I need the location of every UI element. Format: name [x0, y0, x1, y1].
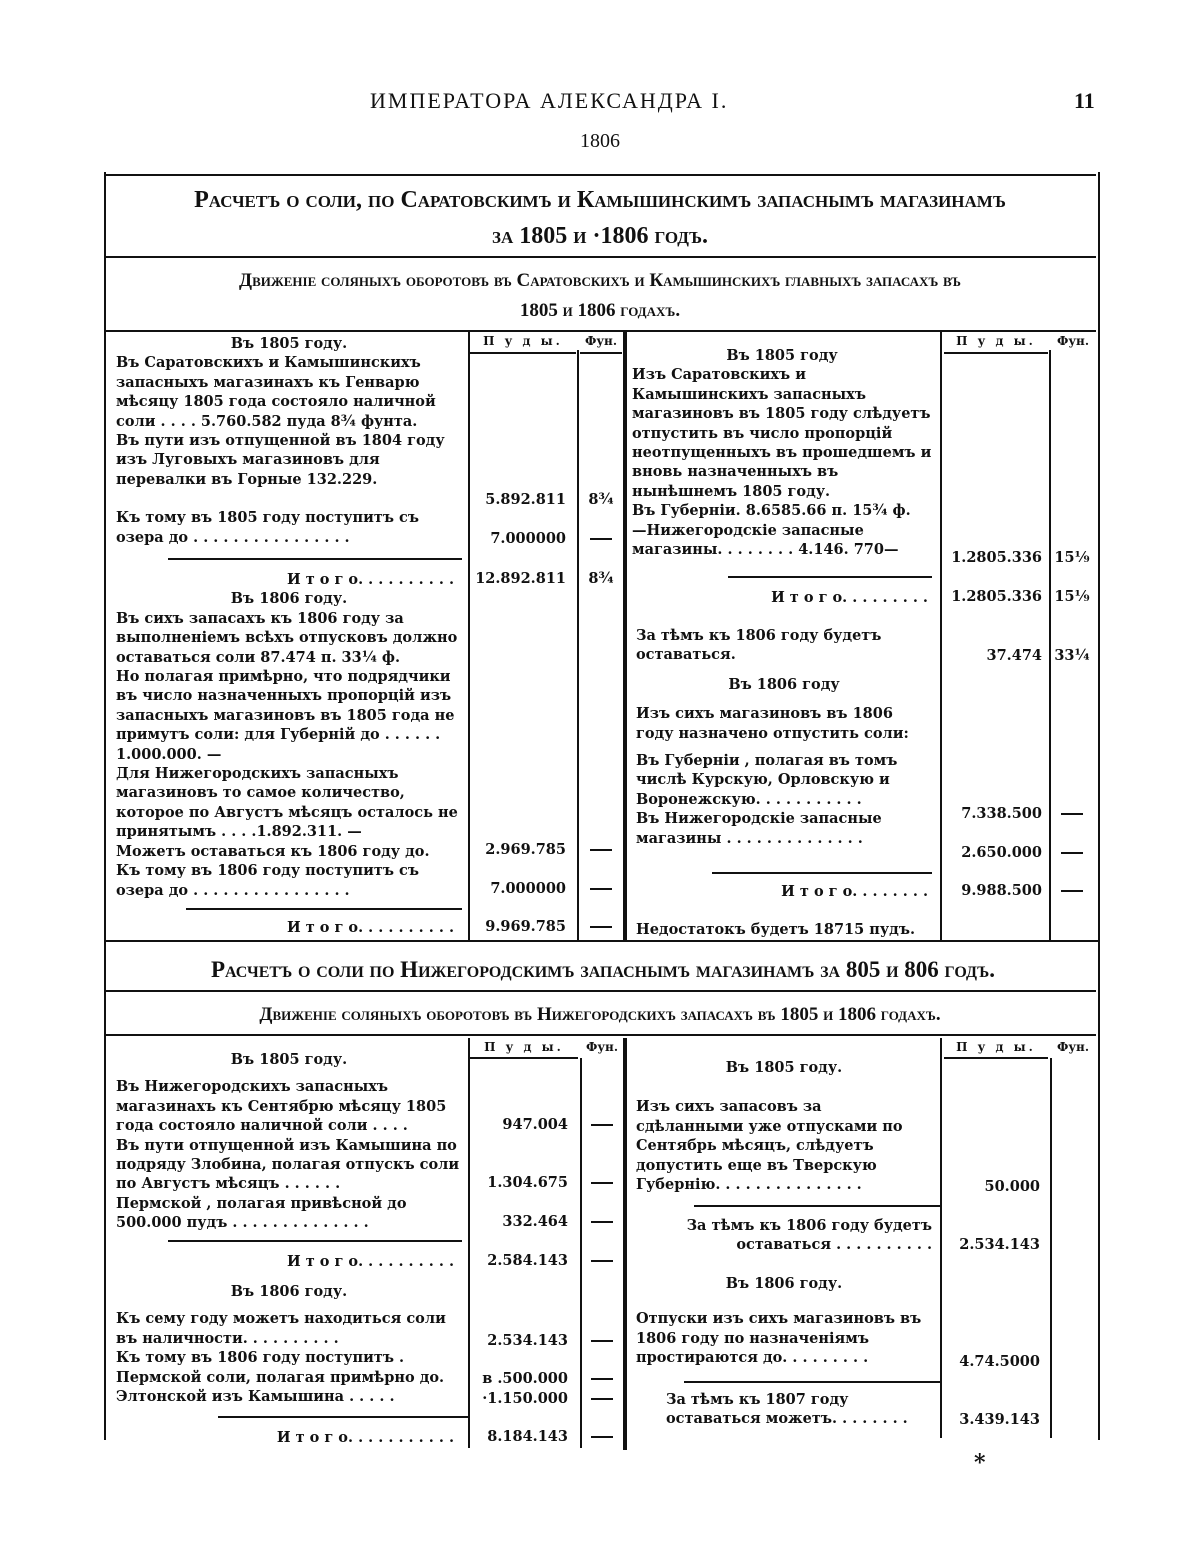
signature-mark: *	[974, 1450, 986, 1476]
total-label: И т о г о. . . . . . . . . .	[286, 1253, 454, 1270]
entry-text: Можетъ оставаться къ 1806 году до.	[116, 842, 430, 860]
column-rule	[1050, 1058, 1052, 1438]
divider	[218, 1416, 468, 1418]
divider	[106, 174, 1096, 176]
dash	[1052, 882, 1092, 899]
divider	[168, 558, 462, 560]
value-puds: 2.650.000	[961, 844, 1042, 861]
total-label: И т о г о. . . . . . . . . .	[286, 571, 454, 588]
column-rule	[577, 350, 579, 940]
total-puds: 9.988.500	[961, 882, 1042, 899]
column-header-fun: Фун.	[584, 334, 618, 348]
entry-text: Изъ сихъ магазиновъ въ 1806 году назначено отпустить соли:	[636, 705, 909, 742]
divider	[106, 330, 1096, 332]
value-fun: 15⅑	[1054, 549, 1090, 566]
value-puds: 947.004	[502, 1116, 568, 1133]
divider	[712, 872, 932, 874]
value-puds: 37.474	[986, 647, 1042, 664]
divider	[106, 1034, 1096, 1036]
divider	[470, 352, 576, 354]
value-puds: 7.338.500	[961, 805, 1042, 822]
divider	[944, 1057, 1048, 1059]
dash	[580, 880, 622, 897]
section1-right-text	[632, 346, 932, 559]
year-heading-1805: Въ 1805 году.	[230, 1051, 348, 1068]
column-rule	[623, 332, 627, 940]
column-header-puds: П у д ы.	[483, 334, 563, 348]
year-heading-1806: Въ 1806 году	[728, 675, 840, 693]
column-header-puds: П у д ы.	[484, 1040, 564, 1054]
entry-text: За тѣмъ къ 1807 году оставаться можетъ. . . . . . . .	[666, 1391, 908, 1428]
value-puds: ·1.150.000	[482, 1390, 568, 1407]
value-puds: 332.464	[502, 1213, 568, 1230]
value-puds: 2.969.785	[485, 841, 566, 858]
column-rule	[940, 1038, 942, 1438]
column-header-fun: Фун.	[585, 1040, 619, 1054]
entry-text: Для Нижегородскихъ запасныхъ магазиновъ то самое количество, которое по Августъ мѣсяцъ осталось не принятымъ . . . .1.892.311. —	[116, 765, 458, 841]
entry-text: Къ сему году можетъ находиться соли въ наличности. . . . . . . . . .	[116, 1310, 446, 1347]
section2-title: Расчетъ о соли по Нижегородскимъ запаснымъ магазинамъ за 805 и 806 годъ.	[210, 957, 995, 982]
entry-text: Въ Саратовскихъ и Камышинскихъ запасныхъ магазинахъ къ Генварю мѣсяцу 1805 года состояло наличной соли . . . . 5.760.582 пуда 8¾ фунта.	[116, 354, 436, 430]
dash	[582, 1174, 622, 1191]
total-label: И т о г о. . . . . . . . . .	[286, 919, 454, 936]
total-label: И т о г о. . . . . . . . .	[771, 589, 928, 606]
total-puds: 2.584.143	[487, 1252, 568, 1269]
section1-subtitle	[110, 266, 1090, 326]
column-header-fun: Фун.	[1056, 334, 1090, 348]
value-puds: в .500.000	[482, 1370, 568, 1387]
year-heading-1805: Въ 1805 году.	[230, 335, 348, 352]
dash	[582, 1116, 622, 1133]
value-puds: 2.534.143	[959, 1236, 1040, 1253]
section1-left-text	[116, 334, 462, 547]
entry-text: Недостатокъ будетъ 18715 пудъ.	[636, 921, 915, 938]
section1-title-line1: Расчетъ о соли, по Саратовскимъ и Камышинскимъ запаснымъ магазинамъ	[194, 187, 1006, 213]
running-title: ИМПЕРАТОРА АЛЕКСАНДРА I.	[370, 88, 729, 113]
dash	[582, 1332, 622, 1349]
column-rule	[623, 1038, 627, 1450]
column-header-puds: П у д ы.	[956, 1040, 1036, 1054]
entry-text: Изъ Саратовскихъ и Камышинскихъ запасныхъ магазиновъ въ 1805 году слѣдуетъ отпустить въ число пропорцій неотпущенныхъ въ прошедшемъ и вновь назначенныхъ въ нынѣшнемъ 1805 году.	[632, 366, 932, 500]
entry-text: Въ пути отпущенной изъ Камышина по подряду Злобина, полагая отпускъ соли по Августъ мѣсяцъ . . . . . .	[116, 1136, 460, 1193]
column-header-fun: Фун.	[1056, 1040, 1090, 1054]
section1-subtitle-line1: Движеніе соляныхъ оборотовъ въ Саратовскихъ и Камышинскихъ главныхъ запасахъ въ	[239, 270, 961, 291]
column-rule	[940, 332, 942, 940]
section2-left-text-2	[116, 1282, 462, 1406]
value-fun: 8¾	[588, 491, 614, 508]
value-fun: 33¼	[1054, 647, 1090, 664]
divider	[728, 576, 932, 578]
column-rule	[1049, 350, 1051, 940]
dash	[580, 918, 622, 935]
section2-left-text	[116, 1050, 462, 1233]
dash	[582, 1213, 622, 1230]
entry-text: Въ сихъ запасахъ къ 1806 году за выполненіемъ всѣхъ отпусковъ должно оставаться соли 87.474 п. 33¼ ф.	[116, 609, 458, 666]
divider	[106, 256, 1096, 258]
total-label: И т о г о. . . . . . . .	[781, 883, 928, 900]
entry-text: За тѣмъ къ 1806 году будетъ оставаться . . . . . . . . . .	[686, 1217, 932, 1254]
entry-text: Изъ сихъ запасовъ за сдѣланными уже отпусками по Сентябрь мѣсяцъ, слѣдуетъ допустить еще въ Тверскую Губернію. . . . . . . . . . . . . . .	[636, 1098, 903, 1194]
entry-text: —Нижегородскіе запасные магазины. . . . . . . . 4.146. 770—	[632, 521, 899, 559]
section2-right-text	[636, 1058, 932, 1194]
entry-text: Пермской , полагая привѣсной до 500.000 пудъ . . . . . . . . . . . . . .	[116, 1194, 407, 1232]
year-heading-1806: Въ 1806 году.	[230, 590, 348, 608]
total-puds: 12.892.811	[475, 570, 566, 587]
divider	[186, 908, 462, 910]
divider	[470, 1057, 578, 1059]
value-puds: 50.000	[984, 1178, 1040, 1195]
entry-text: Въ Губерніи , полагая въ томъ числѣ Курскую, Орловскую и Воронежскую. . . . . . . . . . .	[636, 752, 898, 808]
divider	[944, 352, 1048, 354]
year-heading: 1806	[580, 130, 620, 152]
dash	[580, 530, 622, 547]
total-puds: 9.969.785	[485, 918, 566, 935]
value-puds: 4.74.5000	[959, 1353, 1040, 1370]
section2-subtitle: Движеніе соляныхъ оборотовъ въ Нижегородскихъ запасахъ въ 1805 и 1806 годахъ.	[259, 1004, 941, 1025]
entry-text: Въ Нижегородскихъ запасныхъ магазинахъ къ Сентябрю мѣсяцу 1805 года состояло наличной соли . . . .	[116, 1078, 447, 1135]
total-fun: 8¾	[588, 570, 614, 587]
year-heading-1805: Въ 1805 году	[726, 347, 838, 364]
section1-subtitle-line2: 1805 и 1806 годахъ.	[519, 300, 681, 321]
value-puds: 3.439.143	[959, 1411, 1040, 1428]
entry-text: Къ тому въ 1806 году поступитъ съ озера до . . . . . . . . . . . . . . . .	[116, 862, 419, 899]
dash	[582, 1390, 622, 1407]
entry-text: Къ тому въ 1805 году поступитъ съ озера до . . . . . . . . . . . . . . . .	[116, 509, 419, 546]
entry-text: Но полагая примѣрно, что подрядчики въ число назначенныхъ пропорцій изъ запасныхъ магазиновъ въ 1805 года не примутъ соли: для Губерній до . . . . . . 1.000.000. —	[116, 668, 455, 763]
dash	[1052, 805, 1092, 822]
page-number: 11	[1074, 88, 1095, 113]
value-puds: 7.000000	[490, 880, 566, 897]
divider	[580, 352, 622, 354]
total-fun: 15⅑	[1054, 588, 1090, 605]
value-puds: 7.000000	[490, 530, 566, 547]
entry-text: За тѣмъ къ 1806 году будетъ оставаться.	[636, 627, 882, 664]
entry-text: Въ Нижегородскіе запасные магазины . . . . . . . . . . . . . .	[636, 810, 882, 847]
entry-text: Элтонской изъ Камышина . . . . .	[116, 1388, 395, 1406]
section1-title	[110, 182, 1090, 254]
dash	[582, 1252, 622, 1269]
value-puds: 1.2805.336	[951, 549, 1042, 566]
section1-right-text-2	[636, 626, 932, 848]
year-heading-1805: Въ 1805 году.	[725, 1059, 843, 1076]
dash	[580, 841, 622, 858]
total-label: И т о г о. . . . . . . . . . .	[276, 1429, 454, 1446]
entry-text: Отпуски изъ сихъ магазиновъ въ 1806 году по назначеніямъ простираются до. . . . . . . . .	[636, 1310, 922, 1367]
dash	[582, 1370, 622, 1387]
section1-title-line2: за 1805 и ·1806 годъ.	[492, 223, 708, 249]
year-heading-1806: Въ 1806 году.	[230, 1283, 348, 1300]
dash	[1052, 844, 1092, 861]
divider	[684, 1381, 940, 1383]
entry-text: Къ тому въ 1806 году поступитъ .	[116, 1349, 405, 1367]
column-header-puds: П у д ы.	[956, 334, 1036, 348]
entry-text: Пермской соли, полагая примѣрно до.	[116, 1368, 445, 1386]
dash	[582, 1428, 622, 1445]
total-puds: 1.2805.336	[951, 588, 1042, 605]
entry-text: Въ пути изъ отпущенной въ 1804 году изъ Луговыхъ магазиновъ для перевалки въ Горные 132.229.	[116, 432, 445, 488]
value-puds: 5.892.811	[485, 491, 566, 508]
value-puds: 2.534.143	[487, 1332, 568, 1349]
divider	[694, 1205, 940, 1207]
total-puds: 8.184.143	[487, 1428, 568, 1445]
year-heading-1806: Въ 1806 году.	[725, 1275, 843, 1292]
divider	[168, 1240, 462, 1242]
value-puds: 1.304.675	[487, 1174, 568, 1191]
section2-right-text-2	[636, 1274, 932, 1368]
divider	[106, 990, 1096, 992]
entry-text: Въ Губерніи. 8.6585.66 п. 15¾ ф.	[632, 502, 911, 520]
section1-left-text-2	[116, 570, 462, 900]
